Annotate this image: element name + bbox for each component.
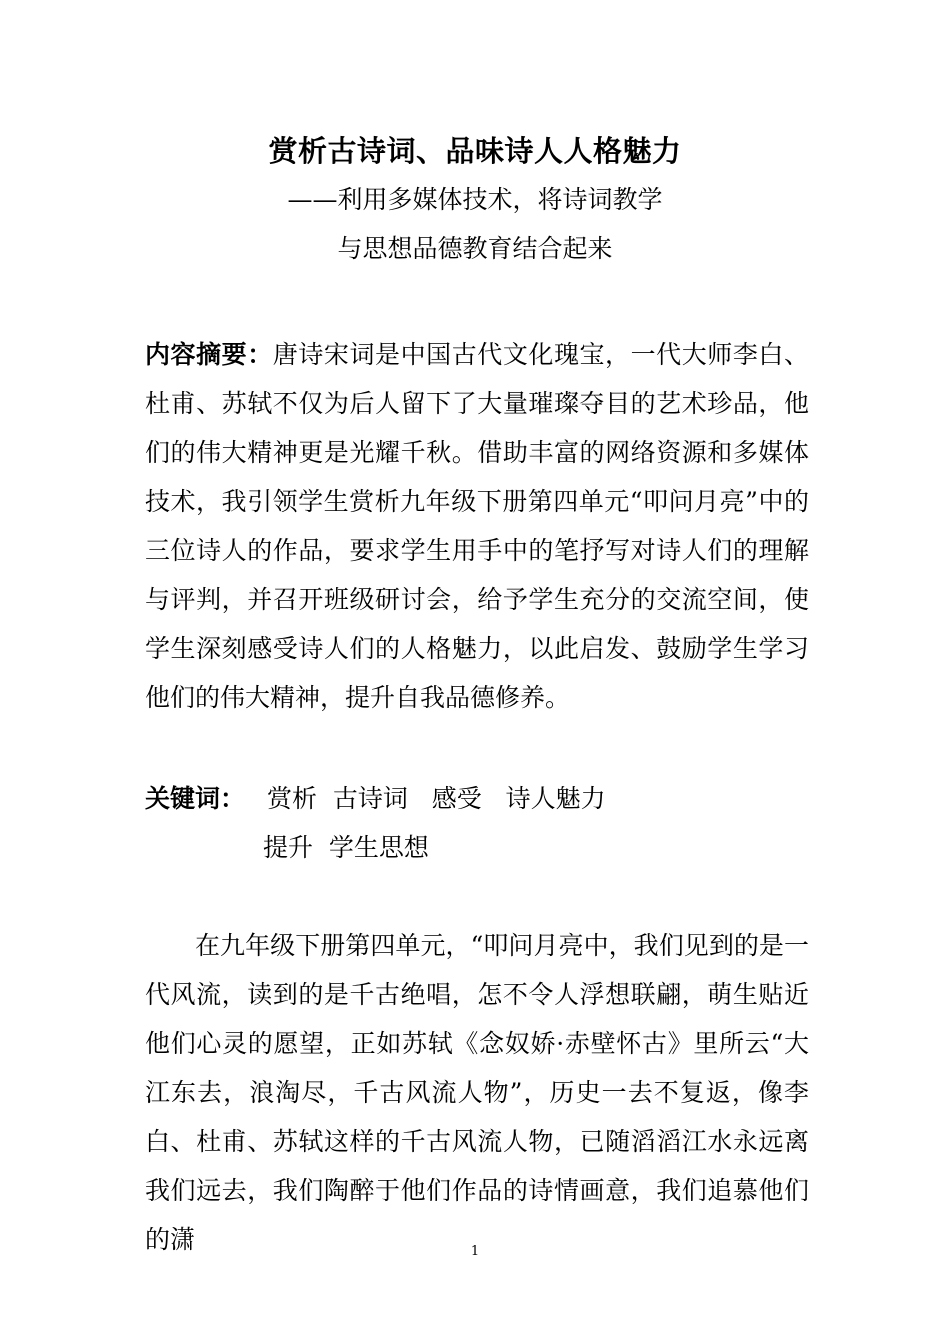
- document-subtitle-line2: 与思想品德教育结合起来: [337, 234, 613, 263]
- document-subtitle-line1: ——利用多媒体技术，将诗词教学: [287, 185, 663, 214]
- keywords-label: 关键词：: [145, 784, 246, 813]
- abstract-label: 内容摘要：: [145, 340, 273, 369]
- document-title: 赏析古诗词、品味诗人人格魅力: [268, 134, 682, 168]
- abstract-text: 唐诗宋词是中国古代文化瑰宝，一代大师李白、杜甫、苏轼不仅为后人留下了大量璀璨夺目的艺术珍品，他们的伟大精神更是光耀千秋。借助丰富的网络资源和多媒体技术，我引领学生赏析九年级下册第四单元“叩问月亮”中的三位诗人的作品，要求学生用手中的笔抒写对诗人们的理解与评判，并召开班级研讨会，给予学生充分的交流空间，使学生深刻感受诗人们的人格魅力，以此启发、鼓励学生学习他们的伟大精神，提升自我品德修养。: [145, 340, 809, 712]
- keywords-section: [145, 774, 809, 823]
- keywords-row1: 赏析 古诗词 感受 诗人魅力: [267, 784, 606, 813]
- keywords-row2: 提升 学生思想: [263, 833, 429, 862]
- page-number: 1: [470, 1244, 480, 1259]
- body-paragraph: 在九年级下册第四单元，“叩问月亮中，我们见到的是一代风流，读到的是千古绝唱，怎不令人浮想联翩，萌生贴近他们心灵的愿望，正如苏轼《念奴娇·赤壁怀古》里所云“大江东去，浪淘尽，千古风流人物”，历史一去不复返，像李白、杜甫、苏轼这样的千古风流人物，已随滔滔江水永远离我们远去，我们陶醉于他们作品的诗情画意，我们追慕他们的潇: [145, 931, 809, 1254]
- abstract-section: [145, 330, 809, 722]
